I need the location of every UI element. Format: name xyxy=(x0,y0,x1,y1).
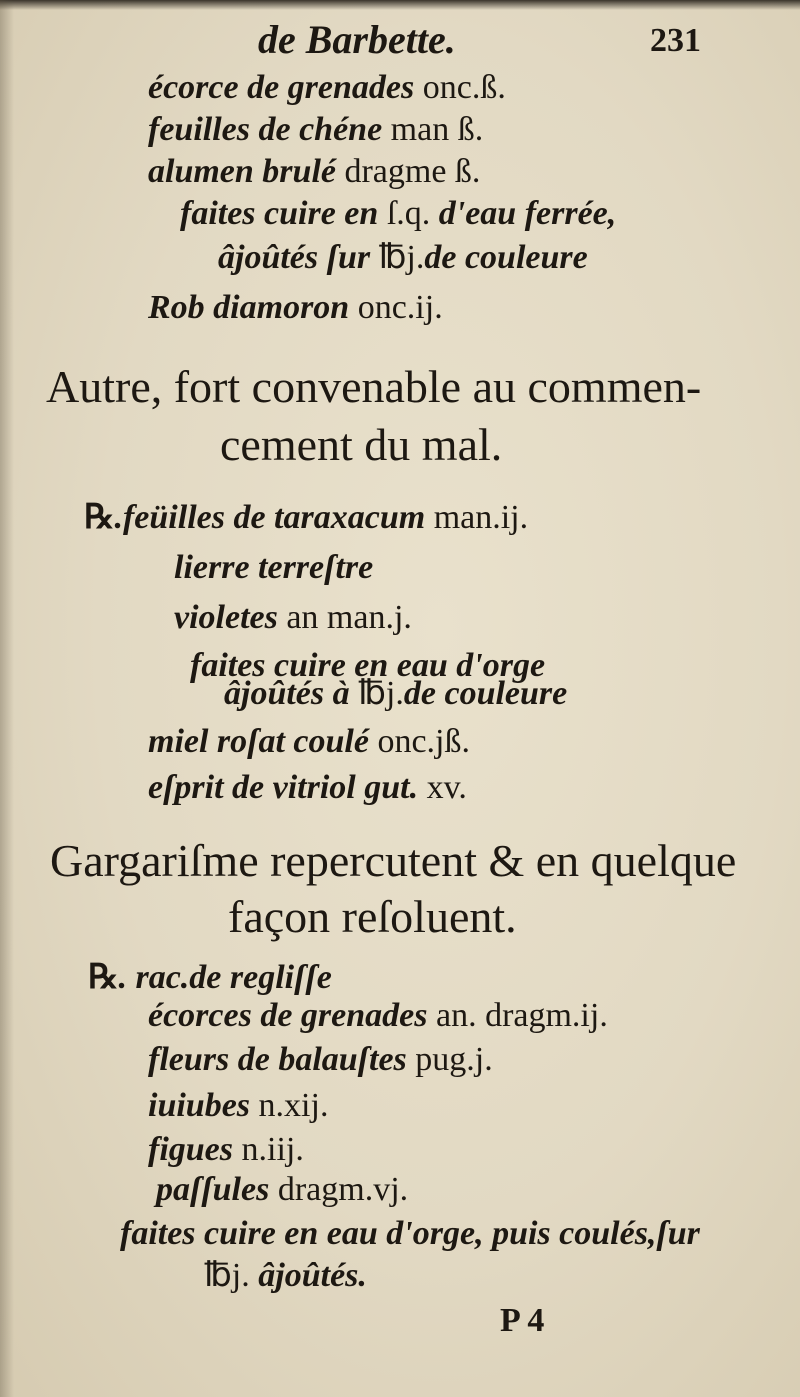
recipe-line xyxy=(148,1042,493,1078)
gutter-shadow xyxy=(0,0,14,1397)
instruction-text: faites cuire en eau d'orge xyxy=(190,647,546,684)
ingredient-text: miel roſat coulé xyxy=(148,723,369,760)
recipe-line xyxy=(148,770,467,806)
quantity-text: an man.j. xyxy=(277,599,412,636)
recipe-line xyxy=(204,1258,367,1294)
instruction-text: faites cuire en eau d'orge, puis coulés,ſur xyxy=(120,1215,700,1252)
ingredient-text: . rac.de regliſſe xyxy=(118,959,332,996)
instruction-text: âjoûtés ſur xyxy=(218,239,371,276)
quantity-text: dragme ß. xyxy=(335,153,481,190)
recipe-line xyxy=(148,998,608,1034)
section-heading: Gargariſme repercutent & en quelque xyxy=(50,835,737,886)
quantity-text: onc.ß. xyxy=(414,69,506,106)
quantity-text: n.xij. xyxy=(250,1087,329,1124)
recipe-symbol-icon: ℞ xyxy=(84,499,115,536)
recipe-line xyxy=(156,1172,408,1208)
section-heading: façon reſoluent. xyxy=(228,891,517,942)
quantity-text: ℔j. xyxy=(370,239,425,276)
ingredient-text: violetes xyxy=(174,599,278,636)
page-number: 231 xyxy=(650,22,701,59)
recipe-line xyxy=(174,600,412,636)
quantity-text: xv. xyxy=(418,769,467,806)
instruction-text: de couleure xyxy=(424,239,588,276)
section-heading: Autre, fort convenable au commen- xyxy=(46,361,702,412)
ingredient-text: iuiubes xyxy=(148,1087,251,1124)
quantity-text: ſ.q. xyxy=(378,195,439,232)
running-head: de Barbette. xyxy=(258,17,456,62)
quantity-text: onc.jß. xyxy=(368,723,471,760)
page-edge-shadow xyxy=(0,0,800,10)
recipe-line xyxy=(174,550,373,586)
section-heading: cement du mal. xyxy=(220,419,503,470)
recipe-line xyxy=(148,1088,328,1124)
instruction-text: âjoûtés à xyxy=(224,675,350,712)
recipe-line xyxy=(84,500,528,536)
recipe-line xyxy=(148,112,483,148)
ingredient-text: écorce de grenades xyxy=(148,69,415,106)
instruction-text: d'eau ferrée, xyxy=(438,195,617,232)
recipe-line xyxy=(148,290,443,326)
ingredient-text: eſprit de vitriol gut. xyxy=(148,769,419,806)
ingredient-text: écorces de grenades xyxy=(148,997,428,1034)
recipe-line xyxy=(180,196,616,232)
instruction-text: âjoûtés. xyxy=(258,1257,367,1294)
recipe-symbol-icon: ℞ xyxy=(88,959,119,996)
signature-mark: P 4 xyxy=(500,1302,545,1339)
quantity-text: man ß. xyxy=(382,111,484,148)
ingredient-text: fleurs de balauſtes xyxy=(148,1041,407,1078)
quantity-text: n.iij. xyxy=(233,1131,304,1168)
recipe-line xyxy=(120,1216,700,1252)
ingredient-text: paſſules xyxy=(156,1171,270,1208)
recipe-line xyxy=(88,960,332,996)
ingredient-text: alumen brulé xyxy=(148,153,336,190)
ingredient-text: lierre terreſtre xyxy=(174,549,374,586)
instruction-text: faites cuire en xyxy=(180,195,379,232)
quantity-text: man.ij. xyxy=(425,499,529,536)
ingredient-text: .feüilles de taraxacum xyxy=(114,499,426,536)
ingredient-text: feuilles de chéne xyxy=(148,111,383,148)
recipe-line xyxy=(224,676,567,712)
quantity-text: ℔j. xyxy=(204,1257,259,1294)
quantity-text: pug.j. xyxy=(406,1041,493,1078)
quantity-text: an. dragm.ij. xyxy=(427,997,608,1034)
quantity-text: onc.ij. xyxy=(349,289,443,326)
instruction-text: de couleure xyxy=(403,675,568,712)
recipe-line xyxy=(148,724,470,760)
recipe-line xyxy=(218,240,588,276)
quantity-text: dragm.vj. xyxy=(269,1171,409,1208)
recipe-line xyxy=(148,70,506,106)
recipe-line xyxy=(148,154,480,190)
ingredient-text: figues xyxy=(148,1131,233,1168)
quantity-text: ℔j. xyxy=(349,675,404,712)
ingredient-text: Rob diamoron xyxy=(148,289,350,326)
recipe-line xyxy=(148,1132,304,1168)
